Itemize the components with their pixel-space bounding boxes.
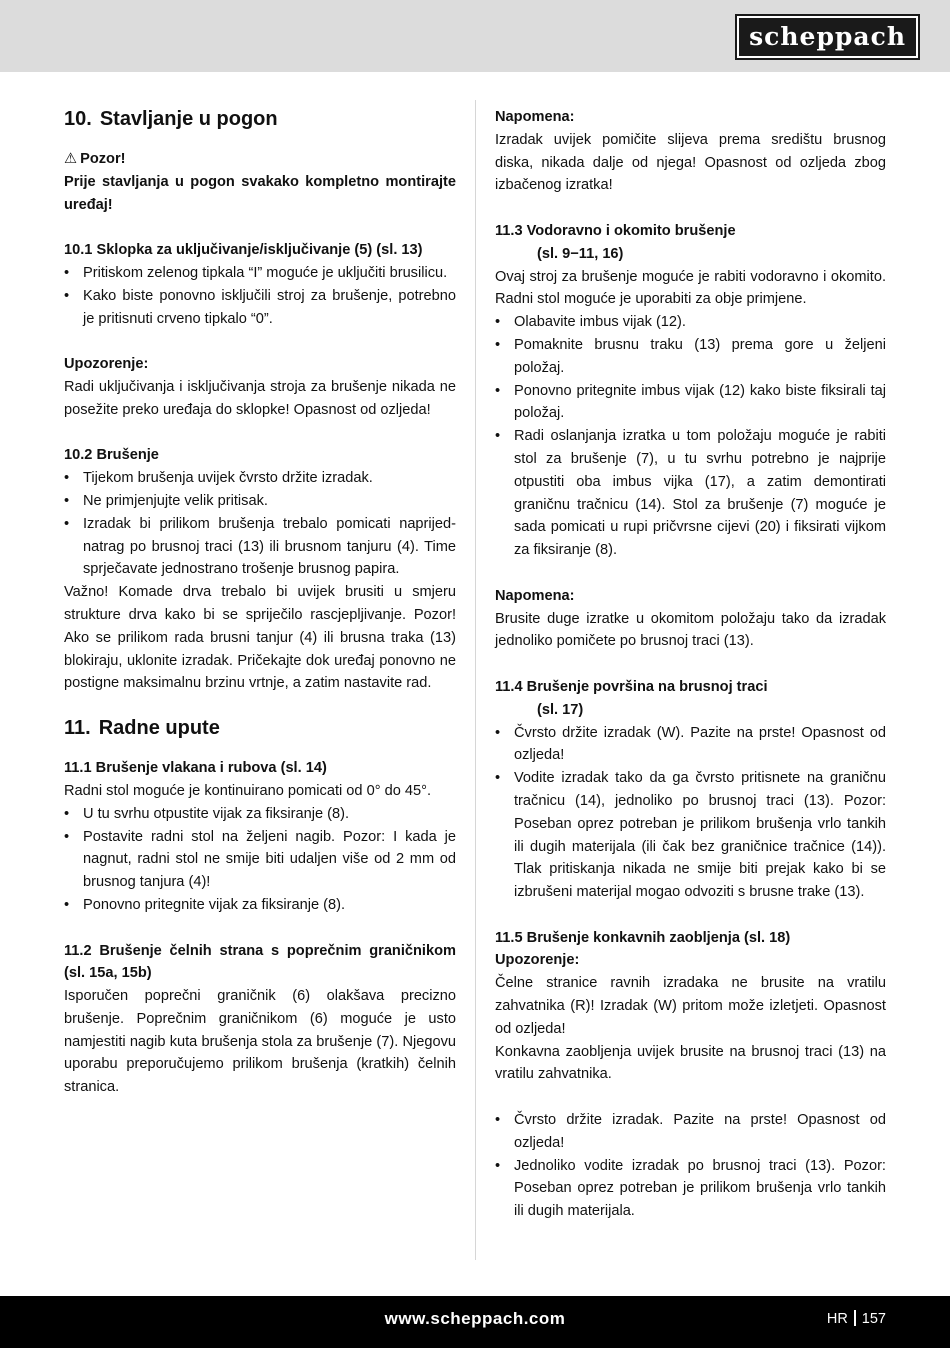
list-item: • Ponovno pritegnite imbus vijak (12) kako biste fiksirali taj položaj. bbox=[495, 380, 886, 426]
section-11-3-list bbox=[495, 311, 886, 562]
upozorenje-label: Upozorenje: bbox=[64, 356, 149, 373]
list-item: • Kako biste ponovno isključili stroj za brušenje, potrebno je pritisnuti crveno tipkalo “0”. bbox=[64, 285, 456, 331]
section-11-1-intro: Radni stol moguće je kontinuirano pomicati od 0° do 45°. bbox=[64, 782, 432, 799]
napomena-label: Napomena: bbox=[495, 587, 575, 604]
section-11-3-heading: 11.3 Vodoravno i okomito brušenje (sl. 9−11, 16) bbox=[495, 222, 736, 262]
page-footer bbox=[0, 1296, 950, 1348]
list-item: • U tu svrhu otpustite vijak za fiksiranje (8). bbox=[64, 803, 456, 826]
section-11-4-list bbox=[495, 722, 886, 904]
upozorenje-label: Upozorenje: bbox=[495, 952, 580, 969]
list-item: • Pritiskom zelenog tipkala “I” moguće je uključiti brusilicu. bbox=[64, 262, 456, 285]
list-item: • Olabavite imbus vijak (12). bbox=[495, 311, 886, 334]
upozorenje-text: Radi uključivanja i isključivanja stroja za brušenje nikada ne posežite preko uređaja do sklopke! Opasnost od ozljeda! bbox=[64, 378, 456, 418]
list-item: • Čvrsto držite izradak. Pazite na prste! Opasnost od ozljeda! bbox=[495, 1109, 886, 1155]
napomena-label: Napomena: bbox=[495, 109, 575, 125]
section-11-1-list bbox=[64, 803, 456, 917]
napomena-text: Brusite duge izratke u okomitom položaju tako da izradak jednoliko pomičete po brusnoj traci (13). bbox=[495, 610, 886, 650]
section-10-2-list bbox=[64, 467, 456, 581]
language-code: HR bbox=[826, 1311, 848, 1327]
list-item: • Postavite radni stol na željeni nagib. Pozor: I kada je nagnut, radni stol ne smije biti udaljen više od 2 mm od brusnog tanjura (4)! bbox=[64, 826, 456, 894]
list-item: • Pomaknite brusnu traku (13) prema gore u željeni položaj. bbox=[495, 334, 886, 380]
section-10-heading: 10. Stavljanje u pogon bbox=[64, 108, 278, 130]
section-10-2-note: Važno! Komade drva trebalo bi uvijek brusiti u smjeru strukture drva kako bi se spriječilo rascjepljivanje. Pozor! Ako se prilikom rada brusni tanjur (4) ili brusna traka (13) blokiraju, uklonite izradak. Pričekajte dok uređaj ponovno ne postigne maksimalnu brzinu vrtnje, a zatim nastavite rad. bbox=[64, 584, 456, 692]
section-11-3-intro: Ovaj stroj za brušenje moguće je rabiti vodoravno i okomito. Radni stol moguće je uporabiti za obje primjene. bbox=[495, 268, 886, 308]
section-11-2-heading: 11.2 Brušenje čelnih strana s poprečnim graničnikom (sl. 15a, 15b) bbox=[64, 942, 456, 982]
brand-logo: scheppach bbox=[737, 16, 918, 58]
right-column bbox=[495, 106, 886, 1223]
section-11-1-heading: 11.1 Brušenje vlakana i rubova (sl. 14) bbox=[64, 760, 327, 777]
list-item: • Jednoliko vodite izradak po brusnoj traci (13). Pozor: Poseban oprez potreban je prilikom brušenja vrlo tankih ili dugih materijala. bbox=[495, 1155, 886, 1223]
section-10-2-heading: 10.2 Brušenje bbox=[64, 447, 159, 464]
napomena-text: Izradak uvijek pomičite slijeva prema središtu brusnog diska, nikada dalje od njega! Opasnost od ozljeda zbog izbačenog izratka! bbox=[495, 131, 886, 194]
section-10-1-list bbox=[64, 262, 456, 330]
section-11-2-text: Isporučen poprečni graničnik (6) olakšava precizno brušenje. Poprečnim graničnikom (6) moguće je usto namjestiti nagib kuta brušenja stola za brušenje (7). Njegovu uporabu preporučujemo prilikom brušenja (kratkih) čelnih stranica. bbox=[64, 988, 456, 1096]
list-item: • Ne primjenjujte velik pritisak. bbox=[64, 490, 456, 513]
section-11-5-heading: 11.5 Brušenje konkavnih zaobljenja (sl. 18) bbox=[495, 929, 791, 946]
left-column bbox=[64, 106, 456, 1099]
pozor-label: ⚠ Pozor! bbox=[64, 148, 456, 171]
warning-triangle-icon: ⚠ bbox=[64, 151, 78, 167]
column-divider bbox=[475, 100, 476, 1260]
website-link[interactable]: www.scheppach.com bbox=[384, 1309, 566, 1328]
list-item: • Izradak bi prilikom brušenja trebalo pomicati naprijed-natrag po brusnoj traci (13) ili brusnom tanjuru (4). Time sprječavate jednostrano trošenje brusnog papira. bbox=[64, 513, 456, 581]
section-11-5-text: Konkavna zaobljenja uvijek brusite na brusnoj traci (13) na vratilu zahvatnika. bbox=[495, 1043, 886, 1083]
section-11-5-list bbox=[495, 1109, 886, 1223]
list-item: • Tijekom brušenja uvijek čvrsto držite izradak. bbox=[64, 467, 456, 490]
section-11-heading: 11. Radne upute bbox=[64, 717, 220, 740]
list-item: • Radi oslanjanja izratka u tom položaju moguće je rabiti stol za brušenje (7), u tu svrhu potrebno je najprije otpustiti oba imbus vijka (17), a zatim demontirati graničnu tračnicu (14). Stol za brušenje (7) moguće je sada pomicati u rupi pričvrsne cijevi (20) i fiksirati vijkom za fiksiranje (8). bbox=[495, 425, 886, 562]
page-header-band bbox=[0, 0, 950, 72]
list-item: • Ponovno pritegnite vijak za fiksiranje (8). bbox=[64, 894, 456, 917]
upozorenje-text: Čelne stranice ravnih izradaka ne brusite na vratilu zahvatnika (R)! Izradak (W) pritom može izletjeti. Opasnost od ozljeda! bbox=[495, 975, 886, 1037]
page-indicator bbox=[827, 1310, 886, 1327]
list-item: • Vodite izradak tako da ga čvrsto pritisnete na graničnu tračnicu (14), jednoliko po brusnoj traci (13). Pozor: Poseban oprez potreban je prilikom brušenja vrlo tankih ili dugih materijala (ili čak bez graničnice tračnice (14)). Tlak pritiskanja nikada ne smije biti prejak kako bi se izbrušeni materijal mogao odvoziti s brusne trake (13). bbox=[495, 767, 886, 904]
page-number: 157 bbox=[861, 1311, 886, 1327]
section-10-1-heading: 10.1 Sklopka za uključivanje/isključivanje (5) (sl. 13) bbox=[64, 242, 423, 259]
separator bbox=[854, 1310, 856, 1326]
list-item: • Čvrsto držite izradak (W). Pazite na prste! Opasnost od ozljeda! bbox=[495, 722, 886, 768]
pozor-text: Prije stavljanja u pogon svakako kompletno montirajte uređaj! bbox=[64, 173, 456, 213]
section-11-4-heading: 11.4 Brušenje površina na brusnoj traci (sl. 17) bbox=[495, 678, 768, 718]
